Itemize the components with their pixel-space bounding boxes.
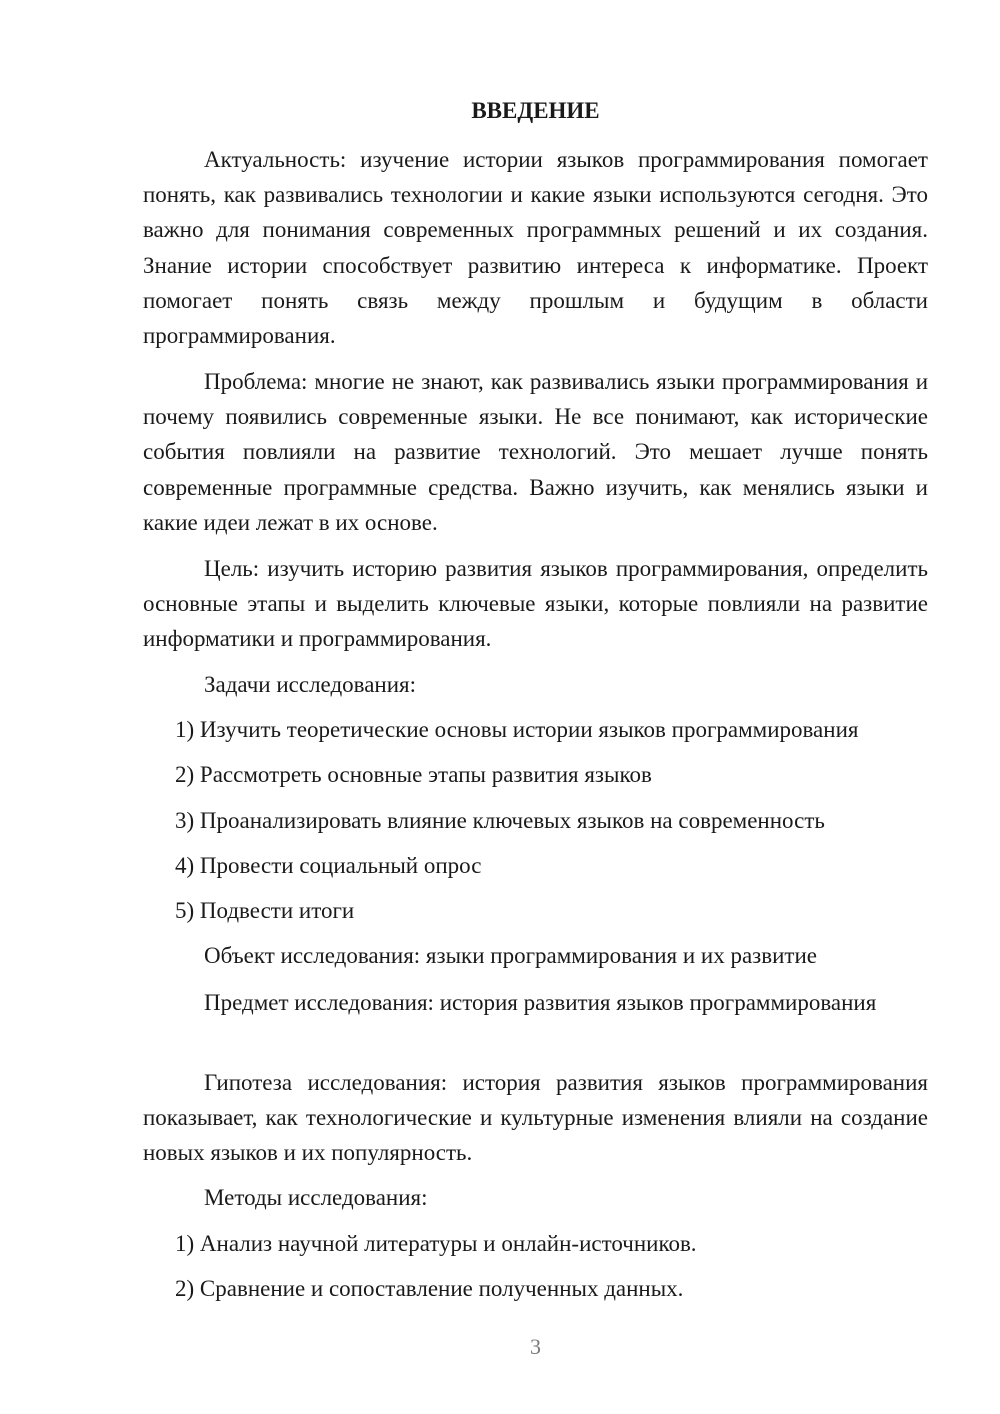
tasks-title: Задачи исследования: (204, 672, 417, 697)
subject-paragraph: Предмет исследования: история развития языков программирования (204, 990, 877, 1015)
task-item: 1) Изучить теоретические основы истории языков программирования (175, 717, 859, 742)
page-title: ВВЕДЕНИЕ (471, 98, 600, 123)
relevance-paragraph: Актуальность: изучение истории языков программирования помогает понять, как развивались технологии и какие языки используются сегодня. Это важно для понимания современных программных решений и их создания. Знание истории способствует развитию интереса к информатике. Проект помогает понять связь между прошлым и будущим в области программирования. (143, 147, 928, 349)
hypothesis-paragraph: Гипотеза исследования: история развития языков программирования показывает, как технологические и культурные изменения влияли на создание новых языков и их популярность. (143, 1070, 928, 1166)
task-item: 3) Проанализировать влияние ключевых языков на современность (175, 808, 825, 833)
problem-paragraph: Проблема: многие не знают, как развивались языки программирования и почему появились современные языки. Не все понимают, как исторические события повлияли на развитие технологий. Это мешает лучше понять современные программные средства. Важно изучить, как менялись языки и какие идеи лежат в их основе. (143, 369, 928, 535)
goal-paragraph: Цель: изучить историю развития языков программирования, определить основные этапы и выделить ключевые языки, которые повлияли на развитие информатики и программирования. (143, 556, 928, 652)
task-item: 5) Подвести итоги (175, 898, 355, 923)
method-item: 2) Сравнение и сопоставление полученных данных. (175, 1276, 684, 1301)
task-item: 2) Рассмотреть основные этапы развития языков (175, 762, 652, 787)
method-item: 1) Анализ научной литературы и онлайн-источников. (175, 1231, 697, 1256)
page-number: 3 (530, 1334, 541, 1359)
object-line: Объект исследования: языки программирования и их развитие (204, 943, 818, 968)
task-item: 4) Провести социальный опрос (175, 853, 482, 878)
methods-title: Методы исследования: (204, 1185, 428, 1210)
